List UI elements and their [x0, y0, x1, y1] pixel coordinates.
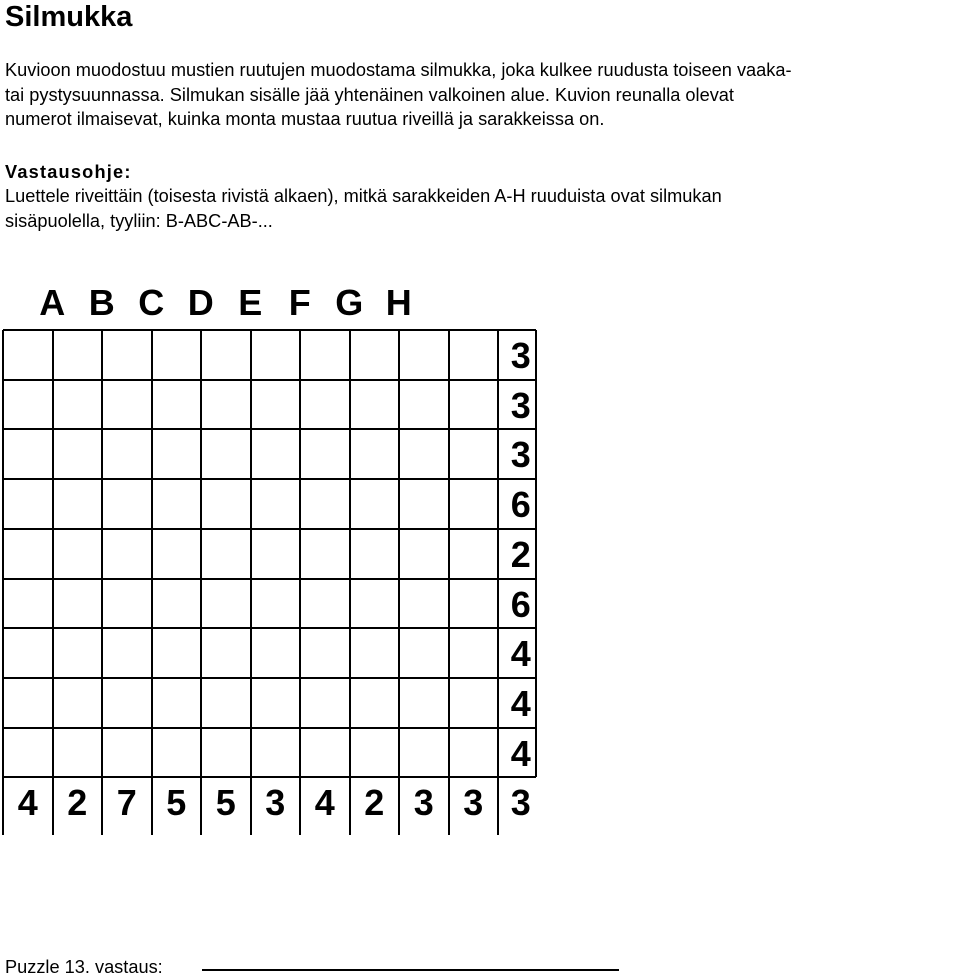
grid-cell[interactable] — [53, 529, 103, 579]
grid-cell[interactable] — [251, 579, 301, 629]
grid-cell[interactable] — [300, 479, 350, 529]
grid-cell[interactable] — [3, 678, 53, 728]
grid-cell[interactable] — [399, 380, 449, 430]
grid-cell[interactable] — [201, 330, 251, 380]
grid-line — [3, 478, 536, 480]
grid-line — [200, 330, 202, 835]
column-clue: 5 — [215, 782, 236, 824]
grid-cell[interactable] — [449, 678, 499, 728]
grid-cell[interactable] — [152, 678, 202, 728]
grid-cell[interactable] — [350, 728, 400, 778]
grid-cell[interactable] — [350, 380, 400, 430]
grid-cell[interactable] — [53, 330, 103, 380]
grid-cell[interactable] — [53, 479, 103, 529]
row-clue: 6 — [510, 583, 531, 625]
grid-cell[interactable] — [53, 728, 103, 778]
row-clue: 4 — [510, 682, 531, 724]
grid-cell[interactable] — [102, 579, 152, 629]
grid-line — [3, 677, 536, 679]
grid-cell[interactable] — [350, 529, 400, 579]
answer-instruction-line: sisäpuolella, tyyliin: B-ABC-AB-... — [5, 210, 273, 231]
row-clue: 4 — [510, 732, 531, 774]
grid-cell[interactable] — [102, 678, 152, 728]
grid-cell[interactable] — [102, 380, 152, 430]
grid-cell[interactable] — [300, 330, 350, 380]
grid-cell[interactable] — [201, 678, 251, 728]
grid-cell[interactable] — [399, 678, 449, 728]
grid-cell[interactable] — [350, 678, 400, 728]
grid-cell[interactable] — [350, 330, 400, 380]
instruction-line: tai pystysuunnassa. Silmukan sisälle jää yhtenäinen valkoinen alue. Kuvion reunalla olevat — [5, 84, 734, 105]
column-label: G — [335, 282, 364, 323]
column-clue: 7 — [116, 782, 137, 824]
grid-cell[interactable] — [251, 479, 301, 529]
grid-cell[interactable] — [152, 529, 202, 579]
answer-instruction-line: Luettele riveittäin (toisesta rivistä alkaen), mitkä sarakkeiden A-H ruuduista ovat silmukan — [5, 186, 722, 206]
grid-cell[interactable] — [449, 330, 499, 380]
grid-cell[interactable] — [300, 429, 350, 479]
grid-cell[interactable] — [399, 628, 449, 678]
grid-cell[interactable] — [449, 429, 499, 479]
column-clue: 4 — [314, 782, 335, 824]
grid-line — [151, 330, 153, 835]
grid-cell[interactable] — [53, 678, 103, 728]
grid-cell[interactable] — [449, 529, 499, 579]
column-clue: 2 — [67, 782, 88, 824]
grid-line — [3, 329, 536, 331]
grid-line — [3, 627, 536, 629]
grid-cell[interactable] — [201, 479, 251, 529]
answer-line[interactable] — [202, 969, 619, 971]
grid-cell[interactable] — [201, 579, 251, 629]
grid-cell[interactable] — [3, 579, 53, 629]
grid-line — [448, 330, 450, 835]
grid-cell[interactable] — [350, 479, 400, 529]
grid-line — [101, 330, 103, 835]
grid-line — [3, 727, 536, 729]
grid-cell[interactable] — [3, 380, 53, 430]
grid-cell[interactable] — [102, 330, 152, 380]
column-label: H — [385, 282, 412, 323]
grid-cell[interactable] — [300, 529, 350, 579]
column-label: D — [187, 282, 214, 323]
grid-cell[interactable] — [201, 429, 251, 479]
grid-cell[interactable] — [152, 429, 202, 479]
grid-cell[interactable] — [152, 728, 202, 778]
grid-cell[interactable] — [102, 429, 152, 479]
grid-cell[interactable] — [152, 479, 202, 529]
grid-cell[interactable] — [53, 628, 103, 678]
grid-cell[interactable] — [399, 579, 449, 629]
grid-cell[interactable] — [102, 529, 152, 579]
grid-cell[interactable] — [251, 628, 301, 678]
answer-label: Puzzle 13. vastaus: — [5, 957, 163, 977]
column-clue: 4 — [17, 782, 38, 824]
grid-cell[interactable] — [300, 380, 350, 430]
grid-cell[interactable] — [449, 579, 499, 629]
grid-cell[interactable] — [251, 728, 301, 778]
grid-cell[interactable] — [201, 728, 251, 778]
grid-cell[interactable] — [102, 628, 152, 678]
column-label: C — [138, 282, 165, 323]
grid-cell[interactable] — [53, 429, 103, 479]
grid-cell[interactable] — [399, 529, 449, 579]
grid-cell[interactable] — [201, 628, 251, 678]
grid-cell[interactable] — [201, 529, 251, 579]
grid-cell[interactable] — [449, 380, 499, 430]
grid-line — [250, 330, 252, 835]
row-clue: 3 — [510, 335, 531, 376]
grid-cell[interactable] — [152, 330, 202, 380]
row-clue: 2 — [510, 533, 531, 575]
grid-cell[interactable] — [102, 728, 152, 778]
column-label: B — [88, 282, 115, 323]
grid-cell[interactable] — [53, 579, 103, 629]
grid-cell[interactable] — [399, 330, 449, 380]
row-clue: 3 — [510, 782, 531, 824]
column-clue: 3 — [265, 782, 286, 824]
column-clue: 5 — [166, 782, 187, 824]
column-clue: 3 — [413, 782, 434, 824]
grid-cell[interactable] — [3, 728, 53, 778]
grid-cell[interactable] — [3, 529, 53, 579]
grid-cell[interactable] — [300, 678, 350, 728]
grid-cell[interactable] — [102, 479, 152, 529]
grid-cell[interactable] — [350, 579, 400, 629]
column-label: F — [288, 282, 311, 323]
row-clue: 3 — [510, 434, 531, 476]
grid-cell[interactable] — [152, 579, 202, 629]
row-clue: 6 — [510, 484, 531, 526]
grid-cell[interactable] — [449, 628, 499, 678]
grid-cell[interactable] — [449, 728, 499, 778]
grid-line — [398, 330, 400, 835]
grid-line — [2, 330, 4, 835]
answer-heading: Vastausohje: — [5, 162, 132, 182]
grid-cell[interactable] — [350, 429, 400, 479]
grid-line — [3, 578, 536, 580]
row-clue: 4 — [510, 633, 531, 675]
grid-cell[interactable] — [300, 728, 350, 778]
grid-cell[interactable] — [350, 628, 400, 678]
grid-cell[interactable] — [3, 479, 53, 529]
grid-cell[interactable] — [399, 479, 449, 529]
grid-cell[interactable] — [449, 479, 499, 529]
grid-cell[interactable] — [399, 728, 449, 778]
instruction-line: Kuvioon muodostuu mustien ruutujen muodostama silmukka, joka kulkee ruudusta toiseen vaaka- — [5, 60, 792, 80]
page-title: Silmukka — [5, 1, 133, 33]
answer-instructions — [5, 184, 955, 233]
column-clue: 2 — [364, 782, 385, 824]
grid-cell[interactable] — [152, 628, 202, 678]
grid-cell[interactable] — [300, 579, 350, 629]
grid-cell[interactable] — [3, 628, 53, 678]
grid-cell[interactable] — [251, 678, 301, 728]
grid-cell[interactable] — [300, 628, 350, 678]
grid-line — [3, 528, 536, 530]
grid-cell[interactable] — [3, 330, 53, 380]
column-label: E — [238, 282, 263, 323]
grid-cell[interactable] — [251, 429, 301, 479]
grid-line — [3, 379, 536, 381]
grid-line — [299, 330, 301, 835]
grid-line — [3, 428, 536, 430]
grid-cell[interactable] — [152, 380, 202, 430]
row-clue: 3 — [510, 384, 531, 426]
grid-cell[interactable] — [251, 380, 301, 430]
instructions — [5, 58, 955, 132]
grid-cell[interactable] — [201, 380, 251, 430]
grid-cell[interactable] — [251, 330, 301, 380]
column-clue: 3 — [463, 782, 484, 824]
grid-line — [349, 330, 351, 835]
column-label: A — [39, 282, 66, 323]
grid-line — [52, 330, 54, 835]
grid-cell[interactable] — [251, 529, 301, 579]
grid-cell[interactable] — [53, 380, 103, 430]
instruction-line: numerot ilmaisevat, kuinka monta mustaa ruutua riveillä ja sarakkeissa on. — [5, 109, 605, 129]
grid-cell[interactable] — [3, 429, 53, 479]
grid-cell[interactable] — [399, 429, 449, 479]
